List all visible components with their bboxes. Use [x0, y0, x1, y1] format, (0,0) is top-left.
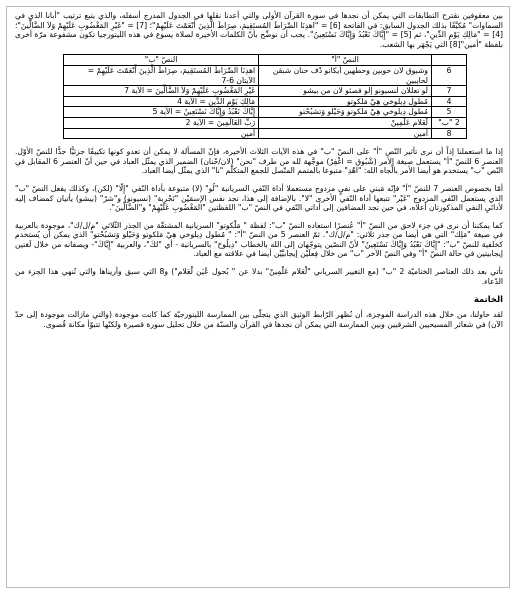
document-page — [6, 6, 510, 588]
row-text-b: غَيْرِ المَغْضُوبِ عَلَيْهِمْ وَلاَ الضَّالِّينَ = الآية 7 — [64, 86, 259, 97]
conclusion-heading: الخاتمة — [473, 294, 503, 305]
row-number: 6 — [432, 65, 467, 85]
table-row — [64, 117, 467, 128]
row-text-b: إِيَّاكَ نَعْبُدُ وَإِيَّاكَ نَسْتَعِينُ = الآية 5 — [64, 107, 259, 118]
row-text-a: لُو تعللان لنسيونو إلو فصئو لان من بيشو — [259, 86, 432, 97]
paragraph-tail-analysis: إذا ما استعملنا إذاً أن نرى تأثير النّص "أ" على النصّ "ب" في هذه الآيات الثلاث الأخيرة، فإنّ المسألة لا يمكن أن تعدو كونها تكييفًا جزئيًّا جدًّا للنصّ الأوّل. العنصر 6 للنصّ "أ" يستعمل صيغة الأمر (شْبُوق = اغْفِرْ) موجَّهة لله من طرف "نحن" (لان/حْنان) الضمير الذي يمثّل العباد في حين أنّ العنصر 6 المقابل في النّص "ب" يستخدم هو أيضا الأمر بالِّجاه الله: "اهْدِ" متبوعا بالمتمم المتّصل للجمع المتكلّم "نا" الذي يمثّل أيضا العباد. — [15, 147, 504, 176]
row-text-a: مُطول دِيلوخي هِيْ مَلكوتو — [259, 96, 432, 107]
table-header-row — [64, 55, 467, 66]
row-text-a: أمين — [259, 128, 432, 139]
table-row — [64, 86, 467, 97]
row-text-b: رَبِّ العَالَمِينَ = الآية 2 — [64, 117, 259, 128]
paragraph-malkuto: كما يمكننا أن نرى في جزء لاحق من النصّ "أ" عُنصرًا استعاده النصّ "ب": لفظة " مَلْكوتو" السريانية المشتقّة من الجذر الثّلاثي "م/ل/ك"، موجودة بالعربية في صيغة "مَلِك" التي هي أيضا من جذر ثلاثي: "م/ل/ك". ثمّ العنصر 5 من النصّ "أ": " مُطول دِيلوخي هِيْ مَلكوتو وَحَيْلو وَتشبُحْتو" الذي يمكن أن يُستخدم كخلفية للنصّ "ب": "إِيَّاكَ نَعْبُدُ وَإِيَّاكَ نَسْتَعِينُ" لأنّ النصّين يتوجّهان إلى الله بالخطاب "دِيلُوخ" بالسريانية - أي "لكَ"، والعربية "إِيَّاكَ"- ويصفانه من خلال لَغتين إيجابيتين في حالة النصّ "أ" وفي النصّ الآخر "ب" من خلال فِعلَيْن إيجابيَّيْن أيضا في علاقته مع العباد. — [15, 220, 503, 259]
table-row — [64, 65, 467, 85]
row-text-a: لْعَلام عَلْمِينْ — [259, 117, 432, 128]
header-text-b: النصّ "ب" — [64, 55, 259, 66]
row-text-a: وشبوق لان حوبين وحطهين أيكانو دْف حنان شبقن لحايبين — [259, 65, 432, 85]
paragraph-element-7: أمّا بخصوص العنصر 7 للنصّ "أ" فإنّه مَبني على نفيٍ مزدوج مستعملا أداة النّفي السريانية "لُو" (لا) متبوعة بأداة النّفي "إِلّا" (لكن)، وكذلك يفعل النصّ "ب" الذي يستعمل النّفي المزدوج "غَيْر" تتبعها أداة النّفي الأخرى "لا". بالإضافة إلى هذا، نجد نفس الإسمَيْن "تَجْرِبة" (نسيونو) و"شرّ" (بيشو) يأتيان كمضاف إليه لأداتَيِ النفي المذكورتان أعلاه، في حين نجد المضافين إلى أداتي النّفي في النصّ "ب" اللفظتين "المَغْضُوبِ عَلَيْهِمْ" و"الضَّالِّينَ". — [15, 183, 504, 213]
conclusion-paragraph: لقد حاولنا، من خلال هذه الدراسة الموجزة، أن نُظهر الرّابط الوثيق الذي يتجلّى بين الممارسة الليتورجيّة كما كانت موجودة (والتي مازالت موجودة إلى حدّ الآن) في شعائر المسيحيين الشرقيين وبين الممارسة التي يمكن أن نجدها في القرآن والسنّة من خلال تحليل سورة قصيرة ولكنّها تتبوّأ مكانة قُصوى. — [15, 310, 503, 329]
row-number: 8 — [432, 128, 467, 139]
row-text-a: مُطول دِيلوخي هِيْ مَلكوتو وَحَيْلو وَتشبُحْتو — [259, 107, 432, 118]
row-text-b: أمين — [64, 128, 259, 139]
header-text-a: النصّ "أ" — [259, 55, 432, 66]
row-number: 7 — [432, 86, 467, 97]
row-number: 5 — [432, 107, 467, 118]
row-text-b: اهدِنَا الصِّرَاطَ المُستَقِيمَ، صِرَاطَ الَّذِينَ أَنْعَمْتَ عَلَيْهِمْ = الآيتان 6-7 — [64, 65, 259, 85]
intro-paragraph: بين معقوفين نقترح التطابقات التي يمكن أن نجدها في سورة القرآن الأولى والتي أعدنا نقلها في الجدول المدرج أسفله، والذي يتبع ترتيب "أبانا الذي في السماوات" مُكيَّفًا بذلك الجدول السابق: في الفاتحة [6] = "اهدِنَا الصِّرَاطَ المُستَقِيمَ، صِرَاطَ الَّذِينَ أَنْعَمْتَ عَلَيْهِمْ"؛ [7] = "غَيْرِ المَغْضُوبِ عَلَيْهِمْ وَلاَ الضَّالِّينَ"؛ [4] = "مَالِكِ يَوْمِ الدِّينِ"، ثم [5] = "إِيَّاكَ نَعْبُدُ وَإِيَّاكَ نَسْتَعِينُ". يجب أن نوضِّح بأنّ الكلمات الأخيرة لصلاة يسوع في هذه الليتورجيا تكون مشفوعة مرّة أخرى بلفظة "أمين"[8] التي يَجْهَر بها الشعب. — [15, 11, 503, 49]
row-number: 2 "ب" — [432, 117, 467, 128]
paragraph-closing-elements: تأتي بعد ذلك العناصر الختاميّة 2 "ب" (مع التغيير السرياني "لْعَلام عَلْمِينْ" بدلا عن " بُحول عْيَن لْعَلام") و8 التي سبق وأريناها والتي تُنهي هذا الجزء من الدّعاء. — [15, 267, 503, 286]
table-row — [64, 107, 467, 118]
header-cell-empty — [432, 55, 467, 66]
row-text-b: مَالِكِ يَوْمِ الدِّينِ = الآية 4 — [64, 96, 259, 107]
comparison-table — [63, 54, 467, 139]
table-row — [64, 96, 467, 107]
table-row — [64, 128, 467, 139]
row-number: 4 — [432, 96, 467, 107]
